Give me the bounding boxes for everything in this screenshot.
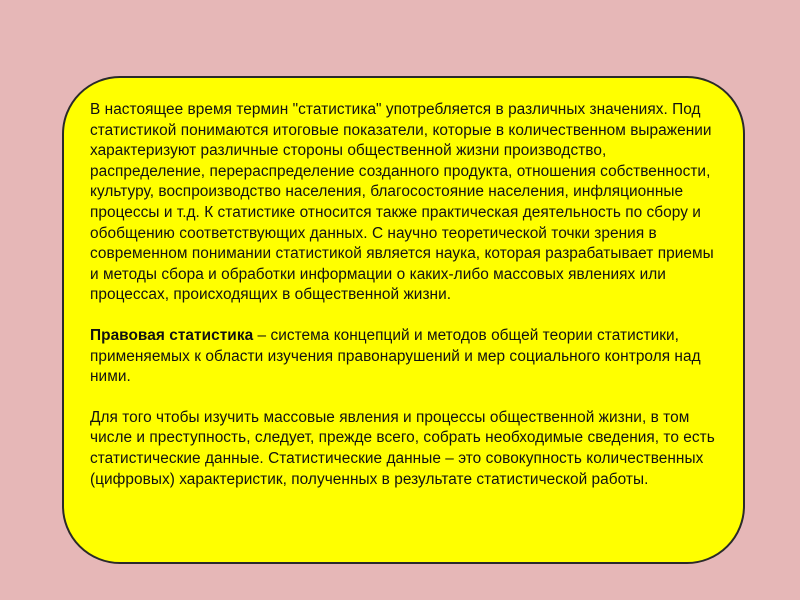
- paragraph-legal-statistics: [90, 326, 715, 388]
- paragraph-statistical-data: Для того чтобы изучить массовые явления и процессы общественной жизни, в том числе и преступность, следует, прежде всего, собрать необходимые сведения, то есть статистические данные. Статистические данные – это совокупность количественных (цифровых) характеристик, полученных в результате статистической работы.: [90, 408, 715, 488]
- paragraph-gap: [90, 388, 715, 408]
- legal-statistics-definition: – система концепций и методов общей теории статистики, применяемых к области изучения правонарушений и мер социального контроля над ними.: [90, 326, 701, 386]
- text-card: [62, 76, 745, 564]
- term-legal-statistics: Правовая статистика: [90, 326, 254, 344]
- paragraph-statistics-meaning: В настоящее время термин "статистика" употребляется в различных значениях. Под статистикой понимаются итоговые показатели, которые в количественном выражении характеризуют различные стороны общественной жизни производство, распределение, перераспределение созданного продукта, отношения собственности, культуру, воспроизводство населения, благосостояние населения, инфляционные процессы и т.д. К статистике относится также практическая деятельность по сбору и обобщению соответствующих данных. С научно теоретической точки зрения в современном понимании статистикой является наука, которая разрабатывает приемы и методы сбора и обработки информации о каких-либо массовых явлениях или процессах, происходящих в общественной жизни.: [90, 101, 714, 304]
- paragraph-gap: [90, 306, 715, 326]
